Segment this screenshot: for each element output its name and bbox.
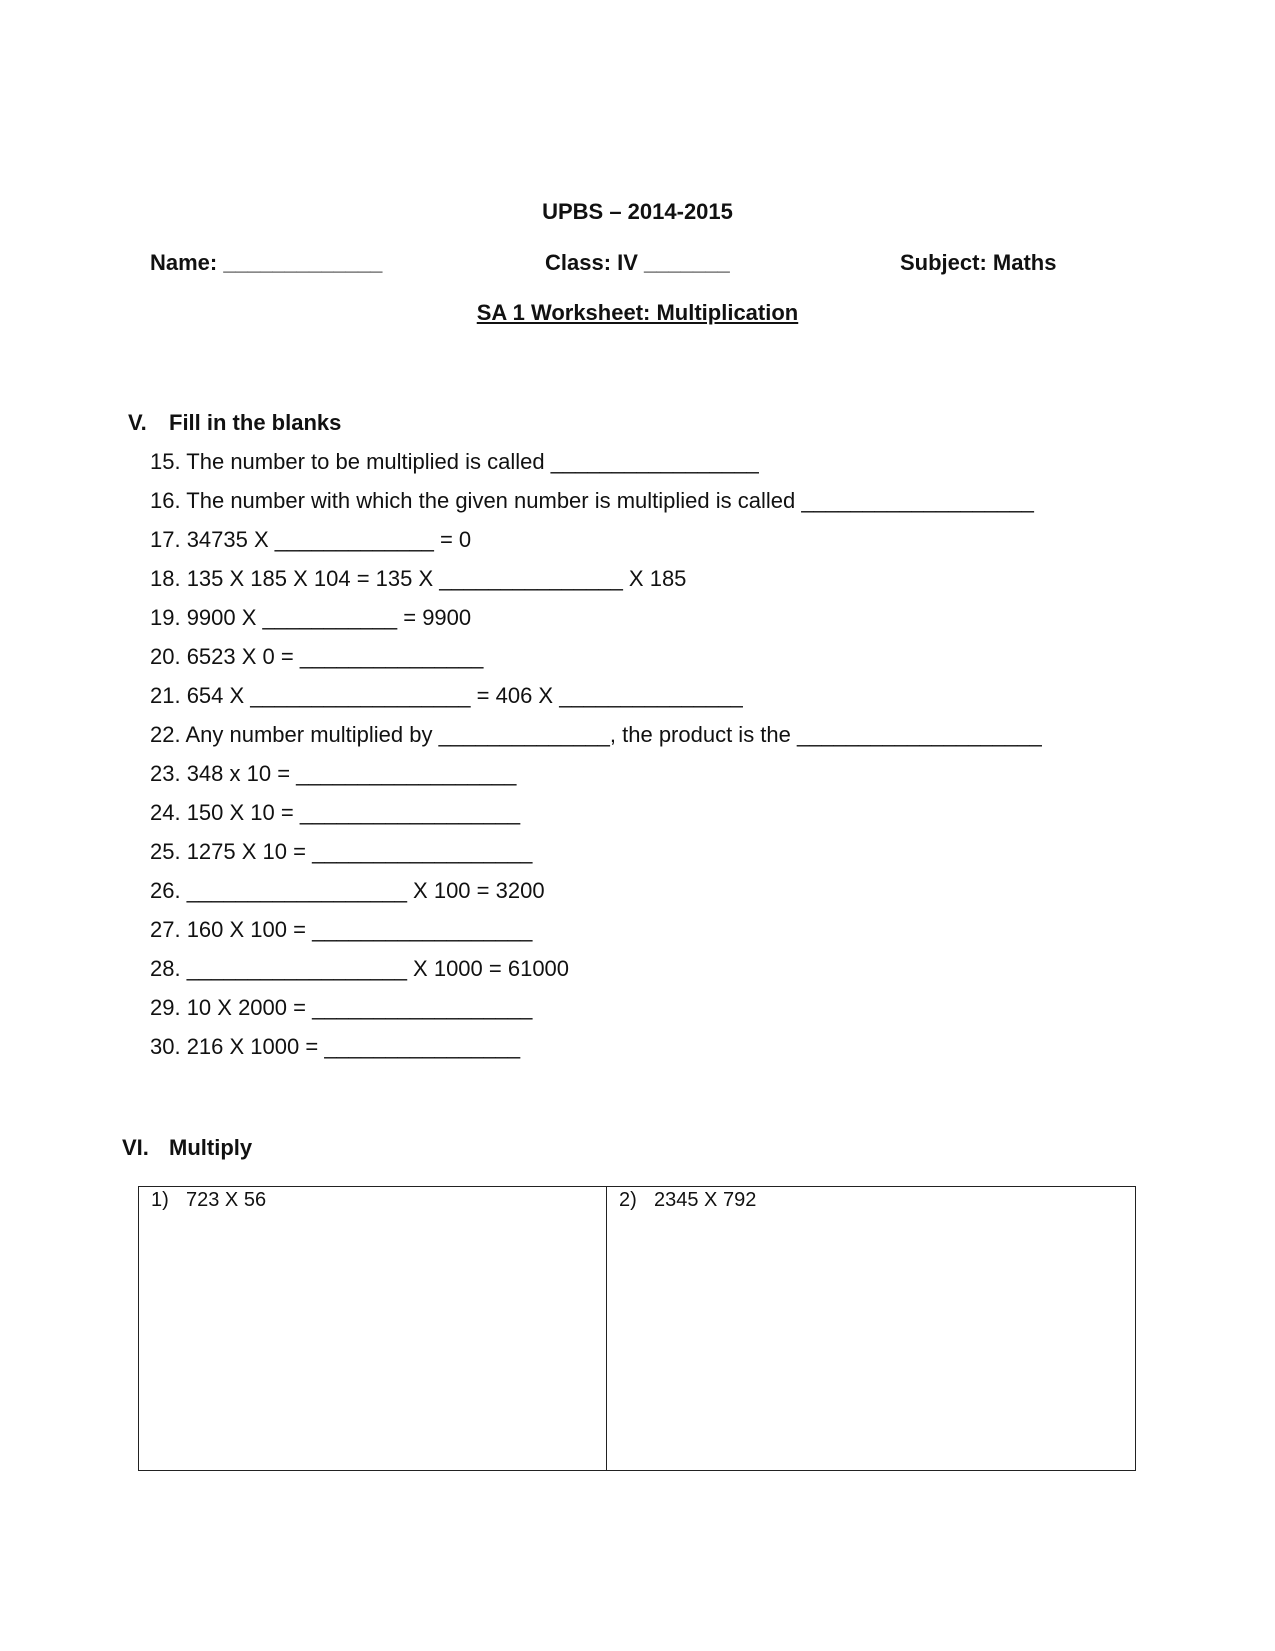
problem-text: 723 X 56 xyxy=(186,1189,267,1211)
question-30: 30. 216 X 1000 = ________________ xyxy=(150,1034,521,1059)
section-v-title: Fill in the blanks xyxy=(169,410,342,435)
class-field: Class: IV _______ xyxy=(545,250,730,275)
multiply-table xyxy=(138,1186,1136,1471)
problem-number: 1) xyxy=(151,1189,169,1211)
subject-label: Subject: Maths xyxy=(900,250,1057,275)
question-22: 22. Any number multiplied by ______________, the product is the ____________________ xyxy=(150,722,1042,747)
question-27: 27. 160 X 100 = __________________ xyxy=(150,917,533,942)
question-15: 15. The number to be multiplied is called _________________ xyxy=(150,449,759,474)
question-17: 17. 34735 X _____________ = 0 xyxy=(150,527,472,552)
multiply-cell-2 xyxy=(607,1187,1136,1471)
problem-text: 2345 X 792 xyxy=(654,1189,757,1211)
question-18: 18. 135 X 185 X 104 = 135 X _______________ X 185 xyxy=(150,566,687,591)
multiply-row xyxy=(139,1187,1136,1471)
problem-number: 2) xyxy=(619,1189,637,1211)
section-vi-numeral: VI. xyxy=(122,1135,149,1160)
question-25: 25. 1275 X 10 = __________________ xyxy=(150,839,533,864)
worksheet-title: SA 1 Worksheet: Multiplication xyxy=(476,300,799,325)
question-19: 19. 9900 X ___________ = 9900 xyxy=(150,605,472,630)
question-21: 21. 654 X __________________ = 406 X _______________ xyxy=(150,683,743,708)
question-28: 28. __________________ X 1000 = 61000 xyxy=(150,956,570,981)
question-26: 26. __________________ X 100 = 3200 xyxy=(150,878,545,903)
section-vi-title: Multiply xyxy=(169,1135,253,1160)
name-field: Name: _____________ xyxy=(150,250,383,275)
question-20: 20. 6523 X 0 = _______________ xyxy=(150,644,484,669)
question-29: 29. 10 X 2000 = __________________ xyxy=(150,995,533,1020)
school-year-heading: UPBS – 2014-2015 xyxy=(542,199,733,224)
section-v-numeral: V. xyxy=(128,410,147,435)
question-16: 16. The number with which the given number is multiplied is called ___________________ xyxy=(150,488,1034,513)
question-23: 23. 348 x 10 = __________________ xyxy=(150,761,517,786)
multiply-cell-1 xyxy=(139,1187,607,1471)
question-24: 24. 150 X 10 = __________________ xyxy=(150,800,521,825)
